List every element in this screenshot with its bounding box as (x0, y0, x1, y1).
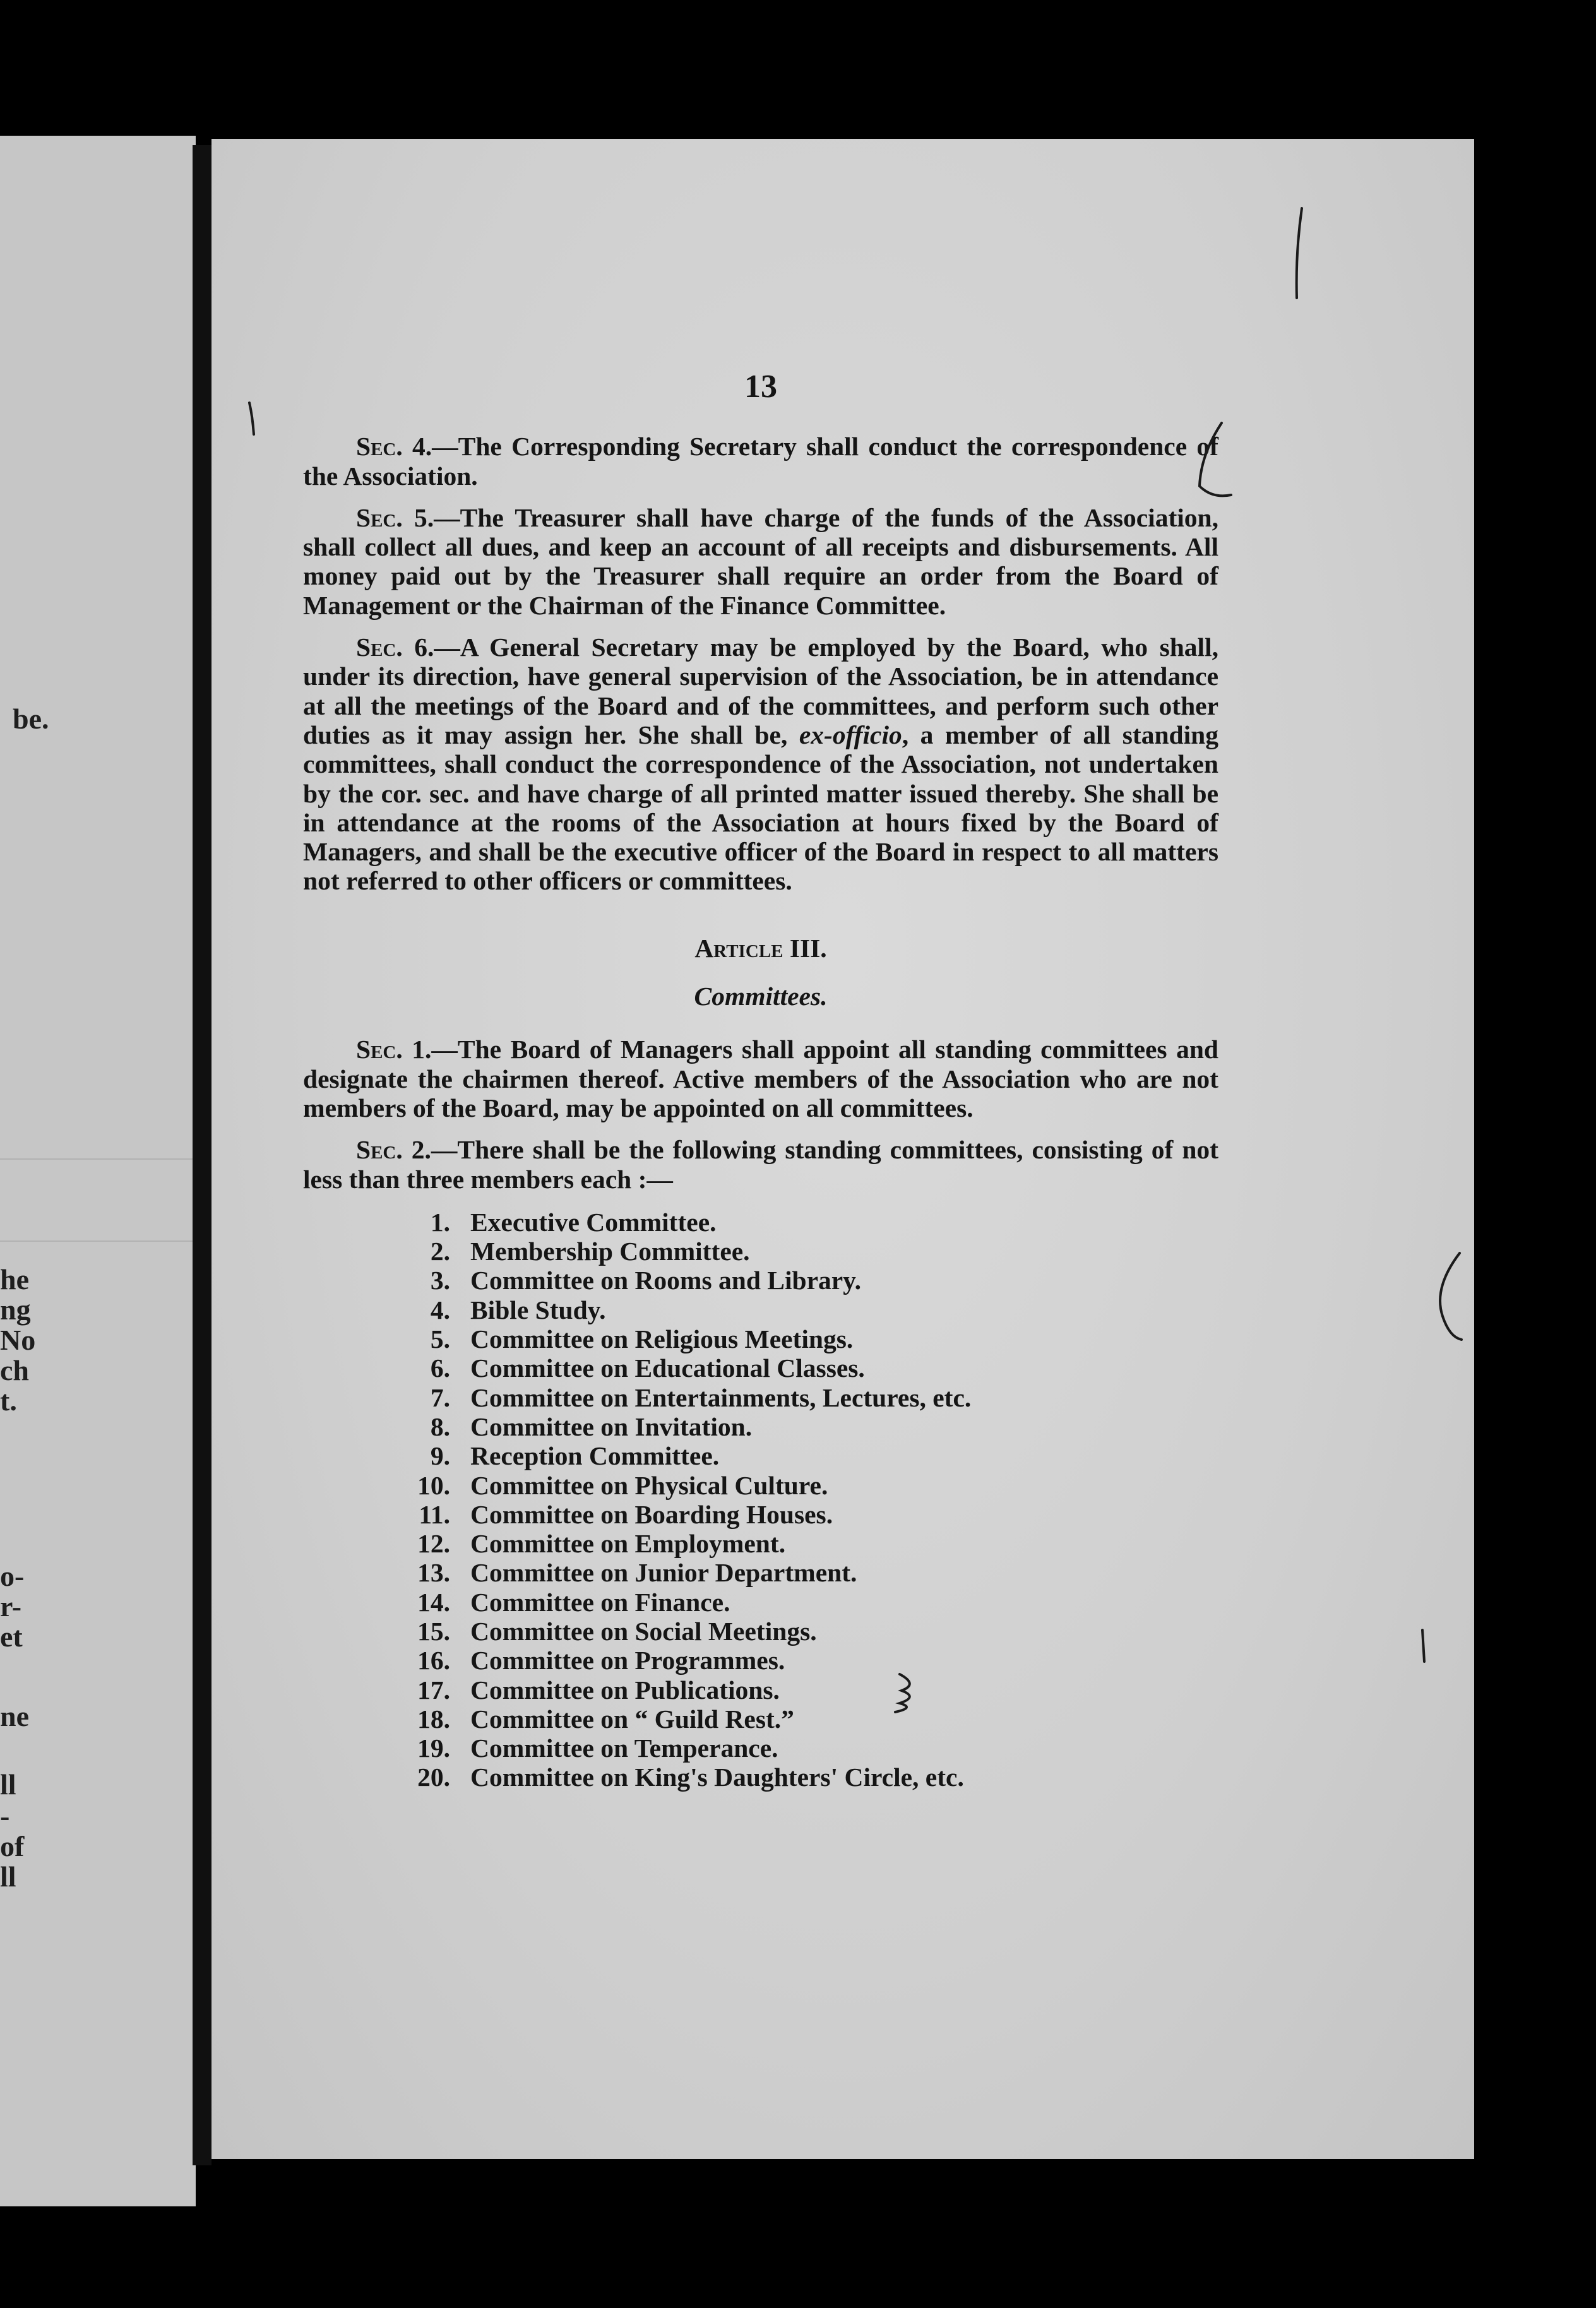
committee-number: 20. (417, 1763, 450, 1792)
committee-name: Bible Study. (470, 1295, 606, 1324)
committee-number: 18. (417, 1704, 450, 1734)
committee-number: 14. (417, 1587, 450, 1617)
section-label: Sec. 4. (356, 432, 432, 461)
facing-page-fragment: ng (0, 1294, 31, 1326)
committee-name: Committee on Junior Department. (470, 1558, 857, 1588)
facing-page-fragment: r- (0, 1590, 22, 1622)
committee-name: Committee on Physical Culture. (470, 1470, 828, 1500)
section-label: Sec. 2. (356, 1135, 431, 1165)
pencil-bracket (1440, 1253, 1462, 1340)
committee-number: 4. (430, 1295, 450, 1324)
committee-number: 13. (417, 1558, 450, 1588)
facing-page-fragment: he (0, 1263, 29, 1295)
committee-name: Committee on Rooms and Library. (470, 1266, 862, 1295)
committee-name: Committee on Publications. (470, 1675, 780, 1704)
article-subheading: Committees. (694, 982, 828, 1011)
facing-page-fragment: t. (0, 1384, 17, 1417)
committee-number: 3. (430, 1266, 450, 1295)
committee-name: Membership Committee. (470, 1237, 750, 1266)
committee-name: Committee on Religious Meetings. (470, 1324, 854, 1354)
facing-page-fragment: ne (0, 1700, 29, 1732)
committee-name: Executive Committee. (470, 1207, 717, 1237)
facing-page-fragment: o- (0, 1560, 25, 1592)
italic-term: ex-officio (799, 720, 902, 749)
page-number: 13 (744, 369, 777, 405)
pencil-mark (1297, 208, 1302, 298)
committee-name: Reception Committee. (470, 1441, 720, 1471)
committee-number: 17. (417, 1675, 450, 1704)
committee-number: 9. (430, 1441, 450, 1471)
pencil-mark (1422, 1630, 1424, 1662)
facing-page-fragment: ch (0, 1354, 29, 1386)
committee-name: Committee on “ Guild Rest.” (470, 1704, 794, 1734)
committee-name: Committee on Social Meetings. (470, 1616, 817, 1646)
section-label: Sec. 1. (356, 1035, 432, 1064)
committee-number: 1. (430, 1207, 450, 1237)
committee-number: 11. (419, 1499, 450, 1529)
section-text: —The Board of Managers shall appoint all standing committees and designate the chairmen thereof. Active members of the Association who are not members of the Board, may be appointed on all committees. (303, 1035, 1218, 1122)
committee-number: 16. (417, 1646, 450, 1675)
committee-number: 15. (417, 1616, 450, 1646)
committee-name: Committee on Boarding Houses. (470, 1499, 833, 1529)
section-label: Sec. 6. (356, 633, 434, 662)
committee-name: Committee on King's Daughters' Circle, etc. (470, 1763, 964, 1792)
committee-number: 19. (417, 1734, 450, 1763)
pencil-mark (249, 403, 254, 434)
committee-number: 6. (430, 1353, 450, 1383)
committee-number: 5. (430, 1324, 450, 1354)
committee-number: 7. (430, 1383, 450, 1412)
facing-page-fragment: ll (0, 1768, 16, 1800)
section-text: —A General Secretary may be employed by the Board, who shall, under its direction, have general supervision of the Association, be in attendance at all the meetings of the Board and of the committees, and perform such other duties as it may assign her. She shall be, (303, 633, 1218, 749)
committee-name: Committee on Invitation. (470, 1412, 753, 1441)
committee-name: Committee on Temperance. (470, 1734, 778, 1763)
section-text: —The Corresponding Secretary shall conduct the correspondence of the Association. (303, 432, 1218, 491)
committee-name: Committee on Educational Classes. (470, 1353, 865, 1383)
committee-name: Committee on Entertainments, Lectures, etc. (470, 1383, 972, 1412)
committee-number: 8. (430, 1412, 450, 1441)
facing-page-fragment: No (0, 1324, 36, 1356)
committee-number: 10. (417, 1470, 450, 1500)
section-text: —The Treasurer shall have charge of the funds of the Association, shall collect all dues, and keep an account of all receipts and disbursements. All money paid out by the Treasurer shall require an order from the Board of Management or the Chairman of the Finance Committee. (303, 503, 1218, 620)
committee-number: 2. (430, 1237, 450, 1266)
committee-name: Committee on Finance. (470, 1587, 730, 1617)
facing-page-fragment: of (0, 1830, 25, 1862)
article-heading: Article III. (694, 933, 827, 963)
committee-number: 12. (417, 1529, 450, 1559)
pencil-squiggle (895, 1674, 910, 1712)
committee-name: Committee on Programmes. (470, 1646, 785, 1675)
facing-page-fragment: - (0, 1800, 10, 1832)
section-label: Sec. 5. (356, 503, 434, 532)
section-text: , a member of all standing committees, shall conduct the correspondence of the Association, not undertaken by the cor. sec. and have charge of all printed matter issued thereby. She shall be in attendance at the rooms of the Association at hours fixed by the Board of Managers, and shall be the executive officer of the Board in respect to all matters not referred to other officers or committees. (303, 720, 1219, 896)
pencil-checkmark (1200, 423, 1231, 496)
committee-name: Committee on Employment. (470, 1529, 786, 1559)
facing-page-fragment: et (0, 1621, 23, 1653)
section-text: —There shall be the following standing committees, consisting of not less than three members each :— (303, 1135, 1218, 1194)
facing-page-fragment: be. (13, 703, 49, 735)
facing-page-fragment: ll (0, 1860, 16, 1893)
